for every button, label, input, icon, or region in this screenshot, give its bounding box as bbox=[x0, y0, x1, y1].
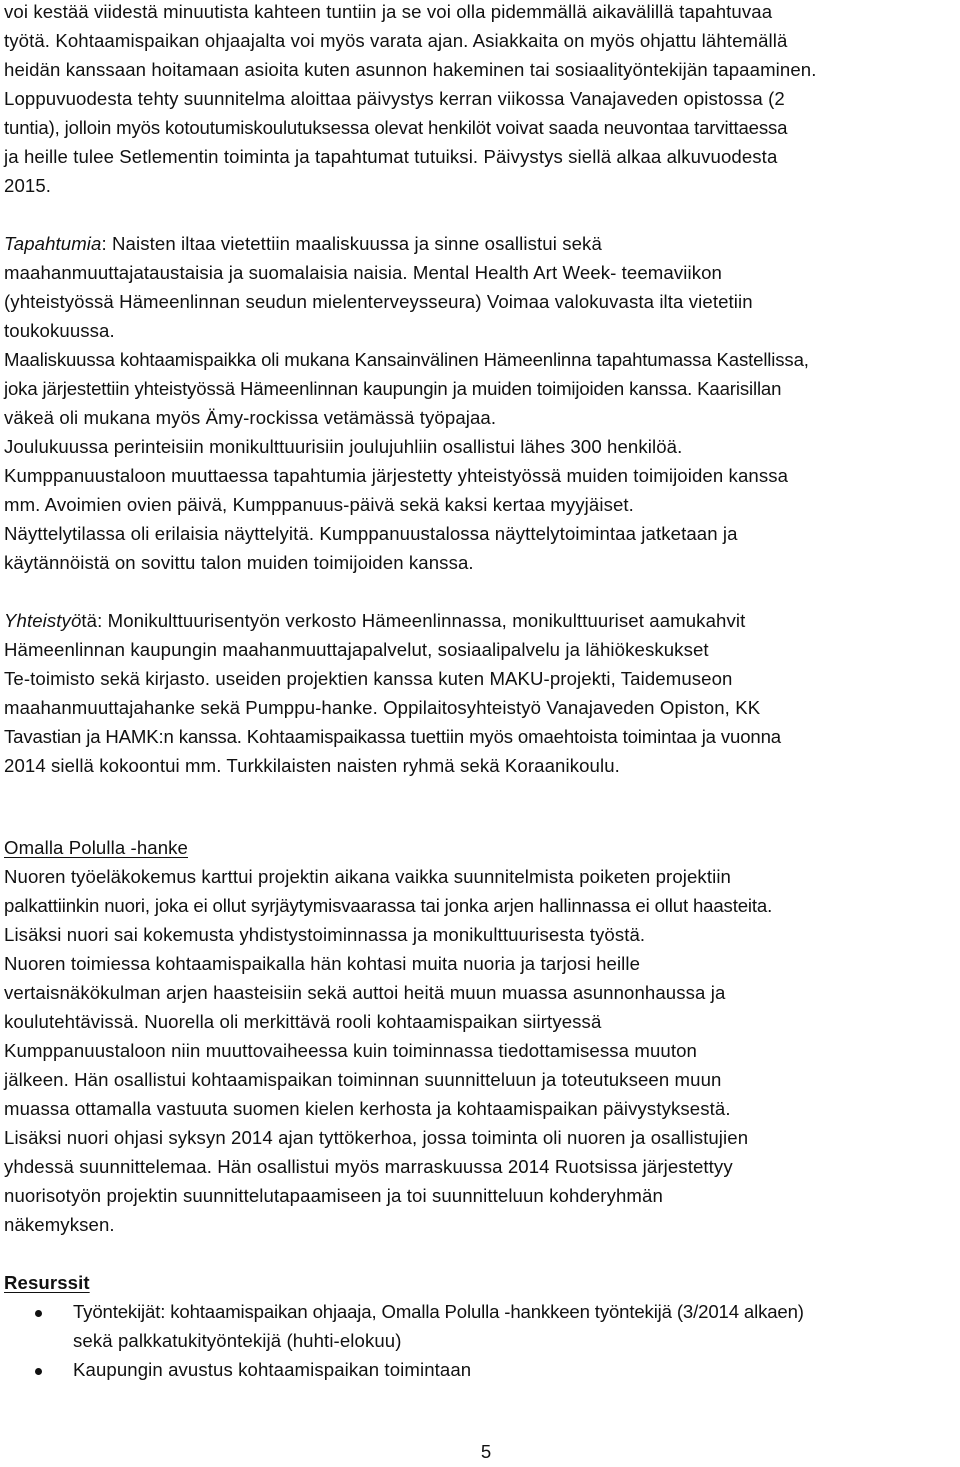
paragraph-line: nuorisotyön projektin suunnittelutapaamiseen ja toi suunnitteluun kohderyhmän bbox=[4, 1185, 663, 1206]
paragraph-line: yhdessä suunnittelemaa. Hän osallistui myös marraskuussa 2014 Ruotsissa järjestettyy bbox=[4, 1156, 733, 1177]
paragraph-line: Maaliskuussa kohtaamispaikka oli mukana Kansainvälinen Hämeenlinna tapahtumassa Kastellissa, bbox=[4, 349, 809, 370]
paragraph-line: Loppuvuodesta tehty suunnitelma aloittaa päivystys kerran viikossa Vanajaveden opistossa (2 bbox=[4, 88, 785, 109]
paragraph-line: muassa ottamalla vastuuta suomen kielen kerhosta ja kohtaamispaikan päivystyksestä. bbox=[4, 1098, 731, 1119]
paragraph-line: joka järjestettiin yhteistyössä Hämeenlinnan kaupungin ja muiden toimijoiden kanssa. Kaarisillan bbox=[4, 378, 782, 399]
yhteistyo-label: Yhteistyö bbox=[4, 610, 82, 631]
paragraph-line: mm. Avoimien ovien päivä, Kumppanuus-päivä sekä kaksi kertaa myyjäiset. bbox=[4, 494, 634, 515]
paragraph-line: Hämeenlinnan kaupungin maahanmuuttajapalvelut, sosiaalipalvelu ja lähiökeskukset bbox=[4, 639, 709, 660]
paragraph-line: väkeä oli mukana myös Ämy-rockissa vetämässä työpajaa. bbox=[4, 407, 497, 428]
paragraph-line bbox=[4, 609, 745, 633]
paragraph-line: toukokuussa. bbox=[4, 320, 115, 341]
paragraph-line: Näyttelytilassa oli erilaisia näyttelyitä. Kumppanuustalossa näyttelytoimintaa jatketaan ja bbox=[4, 523, 738, 544]
paragraph-line: Lisäksi nuori ohjasi syksyn 2014 ajan tyttökerhoa, jossa toiminta oli nuoren ja osallistujien bbox=[4, 1127, 749, 1148]
bullet-icon bbox=[35, 1310, 42, 1317]
paragraph-line: (yhteistyössä Hämeenlinnan seudun mielenterveysseura) Voimaa valokuvasta ilta vietetiin bbox=[4, 291, 753, 312]
paragraph-line: heidän kanssaan hoitamaan asioita kuten asunnon hakeminen tai sosiaalityöntekijän tapaaminen. bbox=[4, 59, 817, 80]
paragraph-line: 2015. bbox=[4, 175, 52, 196]
paragraph-line: Tavastian ja HAMK:n kanssa. Kohtaamispaikassa tuettiin myös omaehtoista toimintaa ja vuonna bbox=[4, 726, 781, 747]
paragraph-line: vertaisnäkökulman arjen haasteisiin sekä auttoi heitä muun muassa asunnonhaussa ja bbox=[4, 982, 726, 1003]
paragraph-line bbox=[4, 232, 602, 256]
page-number: 5 bbox=[480, 1441, 492, 1462]
paragraph-line: koulutehtävissä. Nuorella oli merkittävä rooli kohtaamispaikan siirtyessä bbox=[4, 1011, 602, 1032]
section-heading: Omalla Polulla -hanke bbox=[4, 837, 188, 858]
list-item-continuation: sekä palkkatukityöntekijä (huhti-elokuu) bbox=[73, 1330, 402, 1351]
paragraph-line: voi kestää viidestä minuutista kahteen tuntiin ja se voi olla pidemmällä aikavälillä tapahtuvaa bbox=[4, 1, 773, 22]
paragraph-line: jälkeen. Hän osallistui kohtaamispaikan toiminnan suunnitteluun ja toteutukseen muun bbox=[4, 1069, 722, 1090]
paragraph-line: käytännöistä on sovittu talon muiden toimijoiden kanssa. bbox=[4, 552, 474, 573]
section-heading: Resurssit bbox=[4, 1272, 90, 1293]
tapahtumia-text: : Naisten iltaa vietettiin maaliskuussa ja sinne osallistui sekä bbox=[101, 233, 602, 254]
paragraph-line: Nuoren toimiessa kohtaamispaikalla hän kohtasi muita nuoria ja tarjosi heille bbox=[4, 953, 641, 974]
paragraph-line: 2014 siellä kokoontui mm. Turkkilaisten naisten ryhmä sekä Koraanikoulu. bbox=[4, 755, 620, 776]
paragraph-line: maahanmuuttajataustaisia ja suomalaisia naisia. Mental Health Art Week- teemaviikon bbox=[4, 262, 722, 283]
tapahtumia-label: Tapahtumia bbox=[4, 233, 102, 254]
list-item: Työntekijät: kohtaamispaikan ohjaaja, Omalla Polulla -hankkeen työntekijä (3/2014 alkaen) bbox=[73, 1301, 804, 1322]
paragraph-line: Kumppanuustaloon niin muuttovaiheessa kuin toiminnassa tiedottamisessa muuton bbox=[4, 1040, 697, 1061]
paragraph-line: palkattiinkin nuori, joka ei ollut syrjäytymisvaarassa tai jonka arjen hallinnassa ei ollut haasteita. bbox=[4, 895, 773, 916]
yhteistyo-text: tä: Monikulttuurisentyön verkosto Hämeenlinnassa, monikulttuuriset aamukahvit bbox=[81, 610, 746, 631]
paragraph-line: tuntia), jolloin myös kotoutumiskoulutuksessa olevat henkilöt voivat saada neuvontaa tarvittaessa bbox=[4, 117, 788, 138]
bullet-icon bbox=[35, 1368, 42, 1375]
paragraph-line: Te-toimisto sekä kirjasto. useiden projektien kanssa kuten MAKU-projekti, Taidemuseon bbox=[4, 668, 733, 689]
paragraph-line: maahanmuuttajahanke sekä Pumppu-hanke. Oppilaitosyhteistyö Vanajaveden Opiston, KK bbox=[4, 697, 761, 718]
paragraph-line: Kumppanuustaloon muuttaessa tapahtumia järjestetty yhteistyössä muiden toimijoiden kanssa bbox=[4, 465, 789, 486]
paragraph-line: Joulukuussa perinteisiin monikulttuurisiin joulujuhliin osallistui lähes 300 henkilöä. bbox=[4, 436, 683, 457]
list-item: Kaupungin avustus kohtaamispaikan toimintaan bbox=[73, 1359, 472, 1380]
paragraph-line: Nuoren työeläkokemus karttui projektin aikana vaikka suunnitelmista poiketen projektiin bbox=[4, 866, 732, 887]
paragraph-line: ja heille tulee Setlementin toiminta ja tapahtumat tutuiksi. Päivystys siellä alkaa alkuvuodesta bbox=[4, 146, 778, 167]
paragraph-line: Lisäksi nuori sai kokemusta yhdistystoiminnassa ja monikulttuurisesta työstä. bbox=[4, 924, 646, 945]
paragraph-line: työtä. Kohtaamispaikan ohjaajalta voi myös varata ajan. Asiakkaita on myös ohjattu lähtemällä bbox=[4, 30, 788, 51]
paragraph-line: näkemyksen. bbox=[4, 1214, 115, 1235]
